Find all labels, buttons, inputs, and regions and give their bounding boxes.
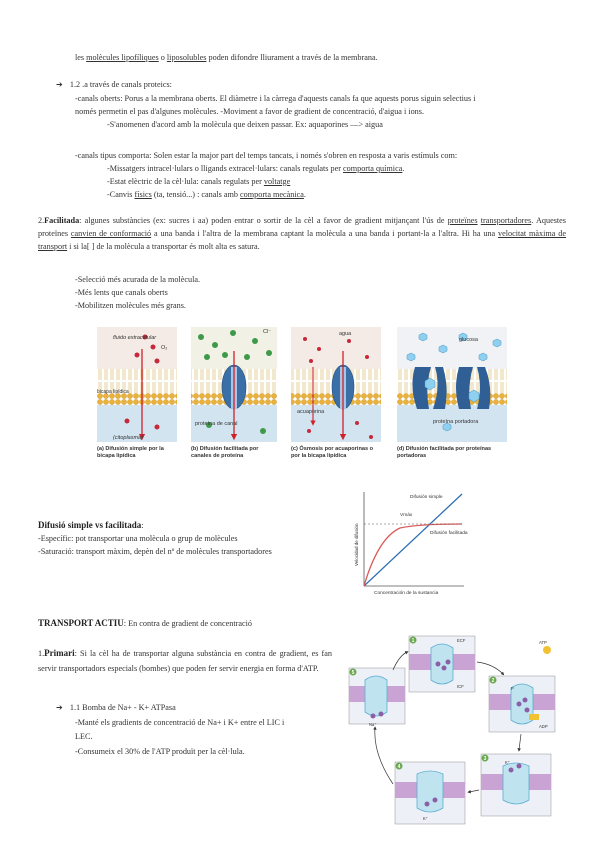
caption-c: (c) Ósmosis por acuaporinas o por la bicapa lipídica — [291, 446, 374, 459]
svg-text:Velocidad de difusión: Velocidad de difusión — [354, 523, 359, 566]
label-acuaporina: acuaporina — [297, 409, 325, 415]
svg-text:Difusión simple: Difusión simple — [410, 495, 443, 500]
svg-text:Difusión facilitada: Difusión facilitada — [430, 531, 468, 536]
active-transport-heading: TRANSPORT ACTIU: En contra de gradient de concentració — [38, 618, 253, 628]
label-cl: Cl⁻ — [263, 329, 272, 335]
svg-text:1: 1 — [411, 637, 415, 644]
svg-text:ECF: ECF — [457, 638, 466, 643]
features-list — [75, 273, 200, 312]
svg-text:ADP: ADP — [539, 724, 548, 729]
list-item: -Mobilitzen molècules més grans. — [75, 301, 186, 310]
simple-diffusion-line — [364, 494, 462, 586]
simple-vs-facilitated: Difusió simple vs facilitada: -Específic: pot transportar una molècula o grup de molècules -Saturació: transport màxim, depèn del nº de molècules transportadores — [38, 520, 272, 556]
svg-text:ICF: ICF — [457, 684, 464, 689]
svg-text:5: 5 — [351, 669, 355, 676]
step-4 — [395, 762, 465, 824]
vs-title: Difusió simple vs facilitada — [38, 520, 142, 530]
label-o2: O₂ — [161, 345, 168, 351]
caption-a: (a) Difusión simple por la bicapa lipídica — [97, 446, 164, 459]
label-agua: agua — [339, 331, 352, 337]
step-3 — [481, 754, 551, 816]
na-k-pump-section: ➔ 1.1 Bomba de Na+ - K+ ATPasa -Manté els gradients de concentració de Na+ i K+ entre el LIC i LEC. -Consumeix el 30% de l'ATP produït per la cèl·lula. — [56, 703, 285, 756]
svg-text:Na⁺: Na⁺ — [369, 722, 377, 727]
diffusion-graph — [338, 486, 468, 598]
svg-text:2: 2 — [491, 677, 495, 684]
facilitated-diffusion-paragraph: 2.Facilitada: algunes substàncies (ex: sucres i aa) poden entrar o sortir de la cèl a favor de gradient mitjançant l'ús de proteïnes transportadores. Aquestes proteïnes canvien de conformació a una banda i l'altra de la membrana captant la molècula a una banda i portant-la a l'altra. Hi ha una velocitat màxima de transport i si la[ ] de la molècula a transportar és molt alta es satura. — [38, 216, 567, 251]
label-proteina-portadora: proteína portadora — [433, 419, 479, 425]
step-1 — [409, 636, 475, 692]
svg-text:K⁺: K⁺ — [505, 760, 511, 765]
bullet-arrow: ➔ — [56, 80, 63, 89]
label-bicapa: bicapa lipídica — [97, 389, 129, 395]
gated-channels-text: -canals tipus comporta: Solen estar la major part del temps tancats, i només s'obren en resposta a varis estímuls com: -Missatgers intracel·lulars o lligands extracel·lulars: canals regulats per comporta química. -Estat elèctric de la cèl·lula: canals regulats per voltatge -Canvis físics (ta, tensió...) : canals amb comporta mecànica. — [75, 151, 458, 199]
label-fluid: fluido extracelular — [113, 335, 157, 341]
na-k-pump-cycle-diagram — [343, 634, 565, 834]
section-1-2-heading: ➔ 1.2 .a través de canals proteics: — [56, 80, 172, 89]
step-5 — [349, 668, 405, 724]
svg-text:3: 3 — [483, 755, 487, 762]
svg-text:P: P — [511, 686, 514, 691]
svg-text:4: 4 — [397, 763, 401, 770]
svg-text:K⁺: K⁺ — [423, 816, 429, 821]
bullet-arrow: ➔ — [56, 703, 63, 712]
list-item: -Selecció més acurada de la molècula. — [75, 275, 201, 284]
label-citoplasma: (citoplasma) — [113, 435, 143, 441]
paragraph-lipophilic: les molècules lipofíliques o liposolubles poden difondre lliurament a través de la membrana. — [75, 53, 378, 62]
membrane-transport-figure — [97, 327, 517, 442]
label-proteina-canal: proteína de canal — [195, 421, 238, 427]
caption-b: (b) Difusión facilitada por canales de proteína — [191, 446, 259, 459]
list-item: -Més lents que canals oberts — [75, 288, 168, 297]
label-glucosa: glucosa — [459, 337, 478, 343]
svg-text:ATP: ATP — [539, 640, 547, 645]
caption-d: (d) Difusión facilitada por proteínas portadoras — [397, 446, 492, 459]
primary-transport-paragraph: 1.Primari: Si la cèl ha de transportar alguna substància en contra de gradient, es fan servir transportadors especials (bombes) que poden fer servir energia en forma d'ATP. — [38, 648, 332, 673]
open-channels-text: -canals oberts: Porus a la membrana oberts. El diàmetre i la càrrega d'aquests canals fa que aquests porus siguin selectius i només permetin el pas d'algunes molècules. -Moviment a favor de gradient de concentració, d'aigua i ions. -S'anomenen d'acord amb la molècula que deixen passar. Ex: aquaporines —> aigua — [75, 94, 476, 129]
svg-text:Concentración de la sustancia: Concentración de la sustancia — [374, 591, 439, 596]
svg-text:Vmáx: Vmáx — [400, 513, 413, 518]
